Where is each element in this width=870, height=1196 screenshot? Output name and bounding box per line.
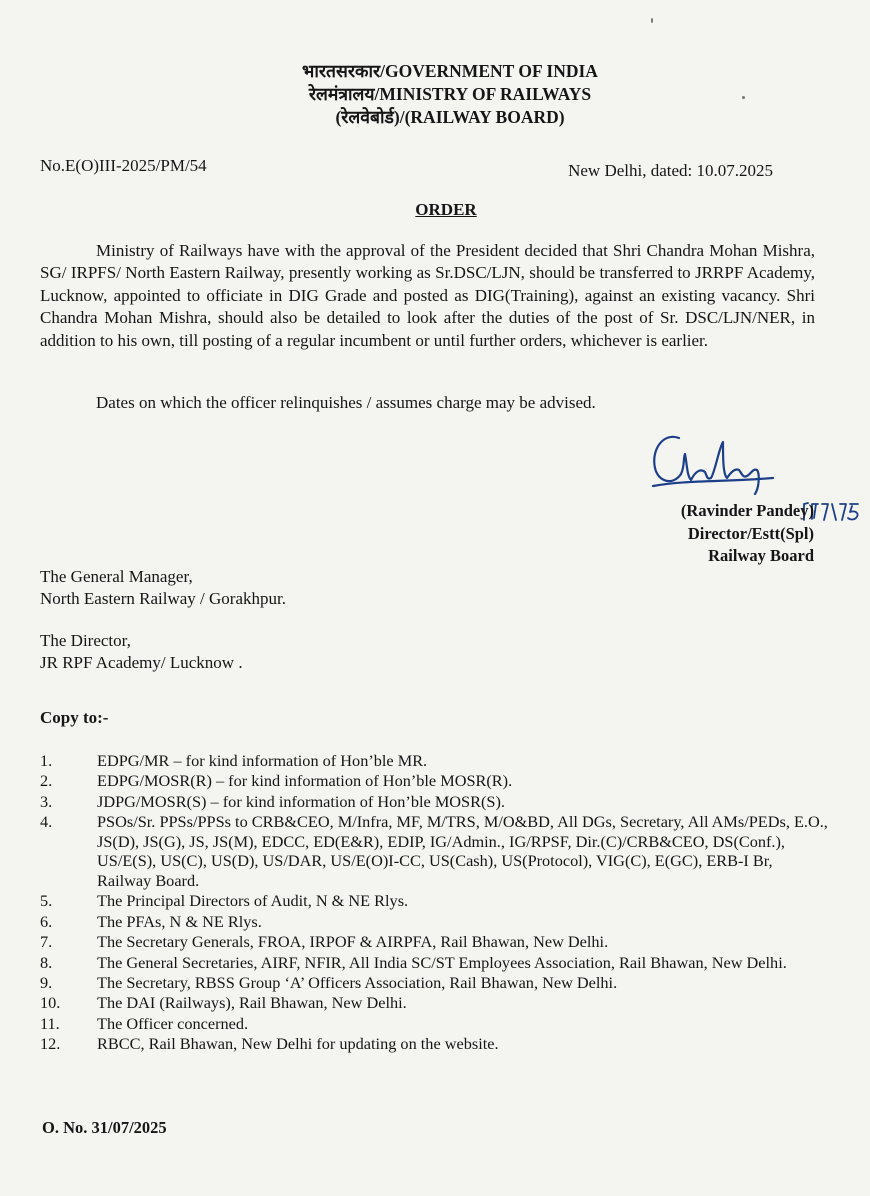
office-order-number: O. No. 31/07/2025 (42, 1118, 167, 1137)
item-number: 1. (40, 751, 53, 770)
item-text: The Secretary Generals, FROA, IRPOF & AIRPFA, Rail Bhawan, New Delhi. (97, 932, 609, 952)
copy-to-item (40, 932, 830, 952)
item-number: 7. (40, 932, 53, 952)
reference-number: No.E(O)III-2025/PM/54 (40, 156, 207, 175)
addressee-title: The Director, (40, 631, 131, 650)
copy-to-item (40, 792, 830, 812)
item-number: 3. (40, 791, 53, 811)
copy-to-item (40, 993, 830, 1013)
item-text: The PFAs, N & NE Rlys. (97, 911, 262, 931)
header-line-government: भारतसरकार/GOVERNMENT OF INDIA (302, 61, 598, 81)
signature-block (681, 500, 814, 568)
copy-to-heading: Copy to:- (40, 708, 109, 727)
header-line-board: (रेलवेबोर्ड)/(RAILWAY BOARD) (335, 107, 565, 127)
place-and-date: New Delhi, dated: 10.07.2025 (568, 161, 773, 180)
paper-speck (651, 18, 653, 23)
charge-dates-paragraph: Dates on which the officer relinquishes / assumes charge may be advised. (96, 393, 596, 412)
item-text: The Principal Directors of Audit, N & NE Rlys. (97, 891, 409, 911)
copy-to-item (40, 953, 830, 973)
item-text: PSOs/Sr. PPSs/PPSs to CRB&CEO, M/Infra, MF, M/TRS, M/O&BD, All DGs, Secretary, All AMs/PEDs, E.O., JS(D), JS(G), JS, JS(M), EDCC, ED(E&R), EDIP, IG/Admin., IG/RPSF, Dir.(C)/CRB&CEO, DS(Conf.), US/E(S), US(C), US(D), US/DAR, US/E(O)I-CC, US(Cash), US(Protocol), VIG(C), E(GC), ERB-I Br, Railway Board. (97, 812, 828, 890)
addressee-office: North Eastern Railway / Gorakhpur. (40, 589, 286, 609)
item-text: EDPG/MR – for kind information of Hon’ble MR. (97, 751, 428, 770)
addressee-general-manager (40, 566, 286, 611)
item-number: 12. (40, 1034, 61, 1054)
item-number: 10. (40, 993, 61, 1013)
copy-to-list (40, 751, 830, 1054)
item-text: The Secretary, RBSS Group ‘A’ Officers Association, Rail Bhawan, New Delhi. (97, 972, 618, 992)
addressee-director (40, 630, 243, 675)
item-text: The General Secretaries, AIRF, NFIR, All India SC/ST Employees Association, Rail Bhawan, New Delhi. (97, 952, 787, 972)
item-text: EDPG/MOSR(R) – for kind information of Hon’ble MOSR(R). (97, 771, 513, 791)
signatory-office: Railway Board (708, 546, 814, 565)
item-number: 6. (40, 911, 53, 931)
item-number: 8. (40, 952, 53, 972)
item-text: JDPG/MOSR(S) – for kind information of Hon’ble MOSR(S). (97, 791, 505, 811)
order-title: ORDER (415, 200, 477, 219)
copy-to-item (40, 1034, 830, 1054)
item-number: 11. (40, 1013, 60, 1033)
copy-to-item (40, 751, 830, 771)
item-text: The Officer concerned. (97, 1013, 249, 1033)
item-text: The DAI (Railways), Rail Bhawan, New Delhi. (97, 993, 407, 1013)
addressee-office: JR RPF Academy/ Lucknow . (40, 653, 243, 673)
copy-to-item (40, 973, 830, 993)
document-title (0, 200, 870, 220)
document-header (0, 60, 870, 129)
copy-to-item (40, 891, 830, 911)
header-line-ministry: रेलमंत्रालय/MINISTRY OF RAILWAYS (308, 84, 592, 104)
item-number: 2. (40, 771, 53, 791)
signatory-name: (Ravinder Pandey) (680, 501, 814, 520)
handwritten-signature (645, 428, 775, 498)
item-number: 9. (40, 972, 53, 992)
addressee-title: The General Manager, (40, 567, 193, 586)
item-number: 5. (40, 891, 53, 911)
copy-to-item (40, 812, 830, 890)
copy-to-item (40, 1014, 830, 1034)
item-number: 4. (40, 812, 53, 832)
signatory-designation: Director/Estt(Spl) (687, 523, 814, 543)
item-text: RBCC, Rail Bhawan, New Delhi for updating on the website. (97, 1034, 499, 1054)
copy-to-item (40, 912, 830, 932)
copy-to-item (40, 771, 830, 791)
order-body-paragraph: Ministry of Railways have with the approval of the President decided that Shri Chandra Mohan Mishra, SG/ IRPFS/ North Eastern Railway, presently working as Sr.DSC/LJN, should be transferred to JRRPF Academy, Lucknow, appointed to officiate in DIG Grade and posted as DIG(Training), against an existing vacancy. Shri Chandra Mohan Mishra, should also be detailed to look after the duties of the post of Sr. DSC/LJN/NER, in addition to his own, till posting of a regular incumbent or until further orders, whichever is earlier. (40, 241, 815, 350)
